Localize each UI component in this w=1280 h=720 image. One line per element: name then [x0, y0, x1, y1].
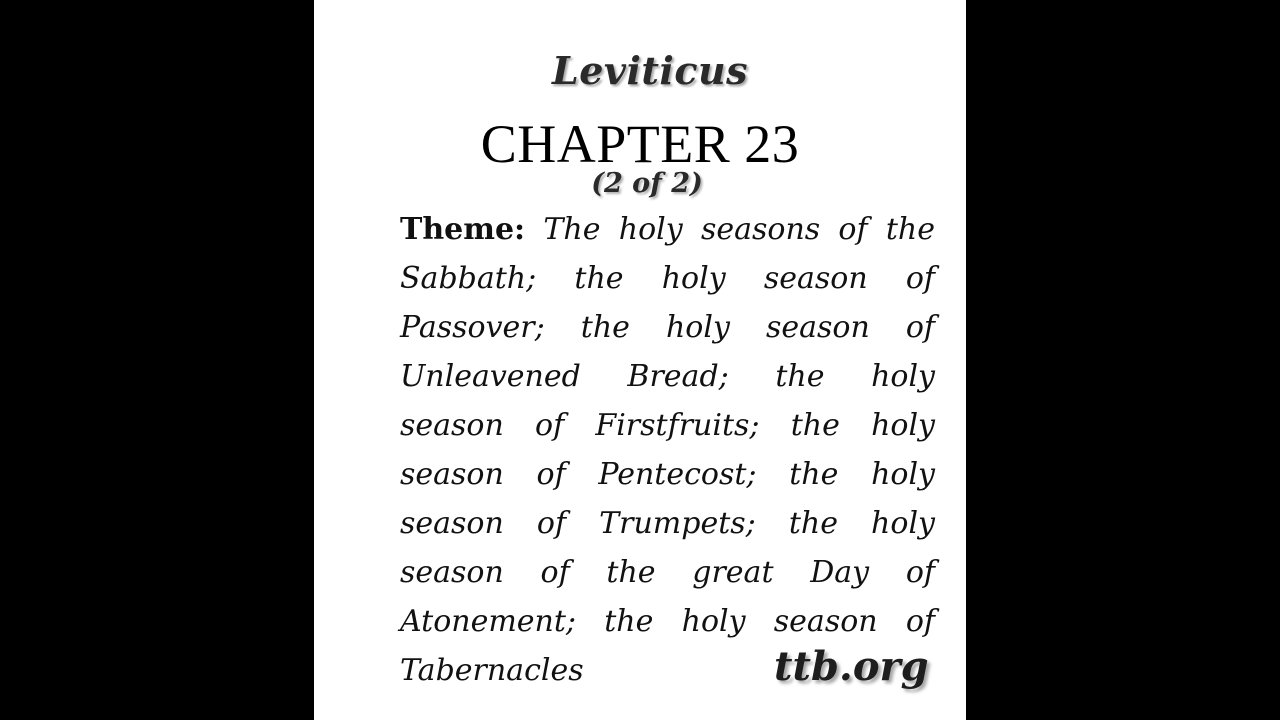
chapter-heading: CHAPTER 23: [480, 114, 800, 174]
chapter-part: (2 of 2): [591, 168, 703, 199]
page-card: [314, 0, 966, 720]
theme-label: Theme:: [400, 212, 526, 247]
theme-text: The holy seasons of the Sabbath; the holy season of Passover; the holy season of Unleavened Bread; the holy season of Firstfruits; the holy season of Pentecost; the holy season of Trumpets; the holy season of the great Day of Atonement; the holy season of Tabernacles: [400, 212, 935, 688]
book-title: Leviticus: [551, 48, 749, 93]
theme-paragraph: [400, 205, 935, 695]
site-watermark: ttb.org: [774, 643, 929, 690]
